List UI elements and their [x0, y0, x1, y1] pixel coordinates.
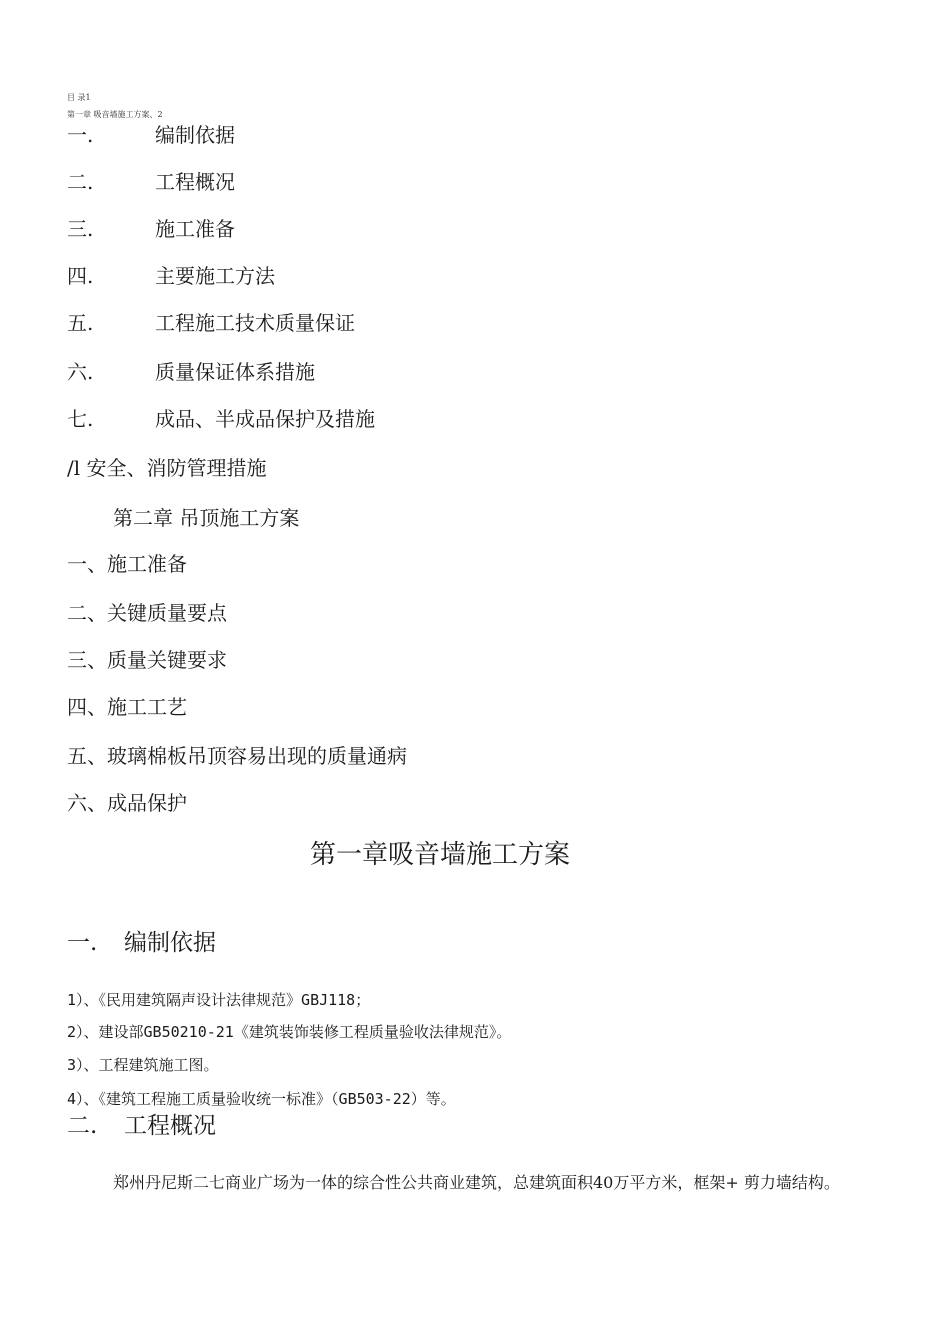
toc-item-text: 工程概况 — [155, 170, 235, 194]
toc-ch2-item: 三、质量关键要求 — [67, 648, 227, 672]
toc-ch2-item: 六、成品保护 — [67, 791, 187, 815]
toc-item — [67, 310, 355, 336]
reference-item: 1）、《民用建筑隔声设计法律规范》GBJ118； — [67, 991, 371, 1009]
toc-item-text: 质量保证体系措施 — [155, 360, 315, 384]
toc-item — [67, 216, 235, 242]
toc-item — [67, 406, 375, 432]
toc-item-text: 成品、半成品保护及措施 — [155, 407, 375, 431]
section-heading — [67, 1111, 216, 1141]
toc-chapter1-line: 第一章 吸音墙施工方案、2 — [67, 110, 163, 119]
toc-item-number: 二. — [67, 170, 94, 194]
section-title: 编制依据 — [124, 930, 216, 956]
chapter1-title: 第一章吸音墙施工方案 — [309, 840, 570, 870]
section-heading — [67, 928, 216, 958]
toc-chapter2-title: 第二章 吊顶施工方案 — [113, 506, 300, 530]
toc-heading: 目 录1 — [67, 93, 91, 102]
toc-item — [67, 169, 235, 195]
toc-item-number: 六. — [67, 360, 94, 384]
toc-item — [67, 122, 235, 148]
reference-item: 4）、《建筑工程施工质量验收统一标准》（GB503-22）等。 — [67, 1090, 456, 1108]
section-title: 工程概况 — [124, 1113, 216, 1139]
toc-item-8: /l 安全、消防管理措施 — [67, 456, 267, 480]
toc-item-number: 七. — [67, 407, 94, 431]
toc-item — [67, 359, 315, 385]
toc-item-number: 一. — [67, 123, 94, 147]
toc-ch2-item: 一、施工准备 — [67, 552, 187, 576]
overview-paragraph: 郑州丹尼斯二七商业广场为一体的综合性公共商业建筑，总建筑面积40万平方米，框架+ 剪力墙结构。 — [113, 1173, 840, 1192]
toc-ch2-item: 四、施工工艺 — [67, 695, 187, 719]
toc-item-text: 施工准备 — [155, 217, 235, 241]
toc-item-number: 四. — [67, 264, 94, 288]
toc-item-number: 五. — [67, 311, 94, 335]
toc-item-text: 编制依据 — [155, 123, 235, 147]
toc-item-text: 工程施工技术质量保证 — [155, 311, 355, 335]
section-number: 一. — [67, 930, 98, 956]
toc-item-number: 三. — [67, 217, 94, 241]
toc-ch2-item: 二、关键质量要点 — [67, 601, 227, 625]
section-number: 二. — [67, 1113, 98, 1139]
reference-item: 3）、工程建筑施工图。 — [67, 1056, 219, 1074]
reference-item: 2）、建设部GB50210-21《建筑装饰装修工程质量验收法律规范》。 — [67, 1023, 512, 1041]
toc-ch2-item: 五、玻璃棉板吊顶容易出现的质量通病 — [67, 744, 407, 768]
toc-item-text: 主要施工方法 — [155, 264, 275, 288]
toc-item — [67, 263, 275, 289]
